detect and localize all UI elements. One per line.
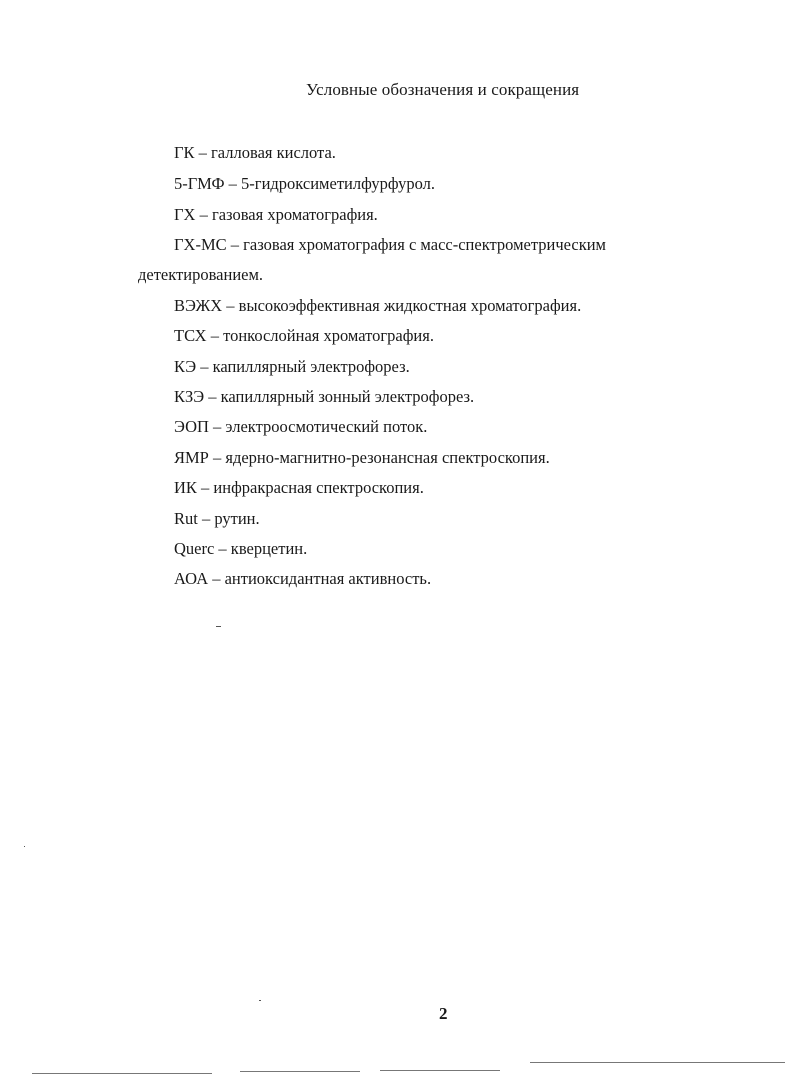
abbreviation-entry: Rut – рутин. — [174, 509, 260, 528]
abbreviation-entry: ВЭЖХ – высокоэффективная жидкостная хроматография. — [174, 296, 582, 315]
abbreviation-entry: ГК – галловая кислота. — [174, 143, 336, 162]
abbreviation-entry: ИК – инфракрасная спектроскопия. — [174, 478, 424, 497]
abbreviation-entry: КЗЭ – капиллярный зонный электрофорез. — [174, 387, 475, 406]
abbreviation-entry-continuation: детектированием. — [138, 265, 264, 284]
abbreviation-entry: 5-ГМФ – 5-гидроксиметилфурфурол. — [174, 174, 436, 193]
abbreviation-entry: ГХ-МС – газовая хроматография с масс-спектрометрическим — [174, 235, 606, 254]
scan-speck — [259, 1000, 261, 1001]
scan-speck — [216, 626, 221, 627]
scan-edge-line — [380, 1070, 500, 1071]
page-number: 2 — [439, 1004, 448, 1023]
abbreviation-entry: ЭОП – электроосмотический поток. — [174, 417, 428, 436]
abbreviation-entry: КЭ – капиллярный электрофорез. — [174, 357, 410, 376]
page-title: Условные обозначения и сокращения — [306, 80, 580, 99]
abbreviation-entry: ЯМР – ядерно-магнитно-резонансная спектроскопия. — [174, 448, 550, 467]
abbreviation-entry: ГХ – газовая хроматография. — [174, 205, 378, 224]
abbreviation-entry: ТСХ – тонкослойная хроматография. — [174, 326, 434, 345]
scan-edge-line — [240, 1071, 360, 1072]
scan-edge-line — [530, 1062, 785, 1063]
scan-speck — [24, 846, 25, 847]
abbreviation-entry: АОА – антиоксидантная активность. — [174, 569, 432, 588]
scan-edge-line — [32, 1073, 212, 1074]
abbreviation-entry: Querc – кверцетин. — [174, 539, 308, 558]
